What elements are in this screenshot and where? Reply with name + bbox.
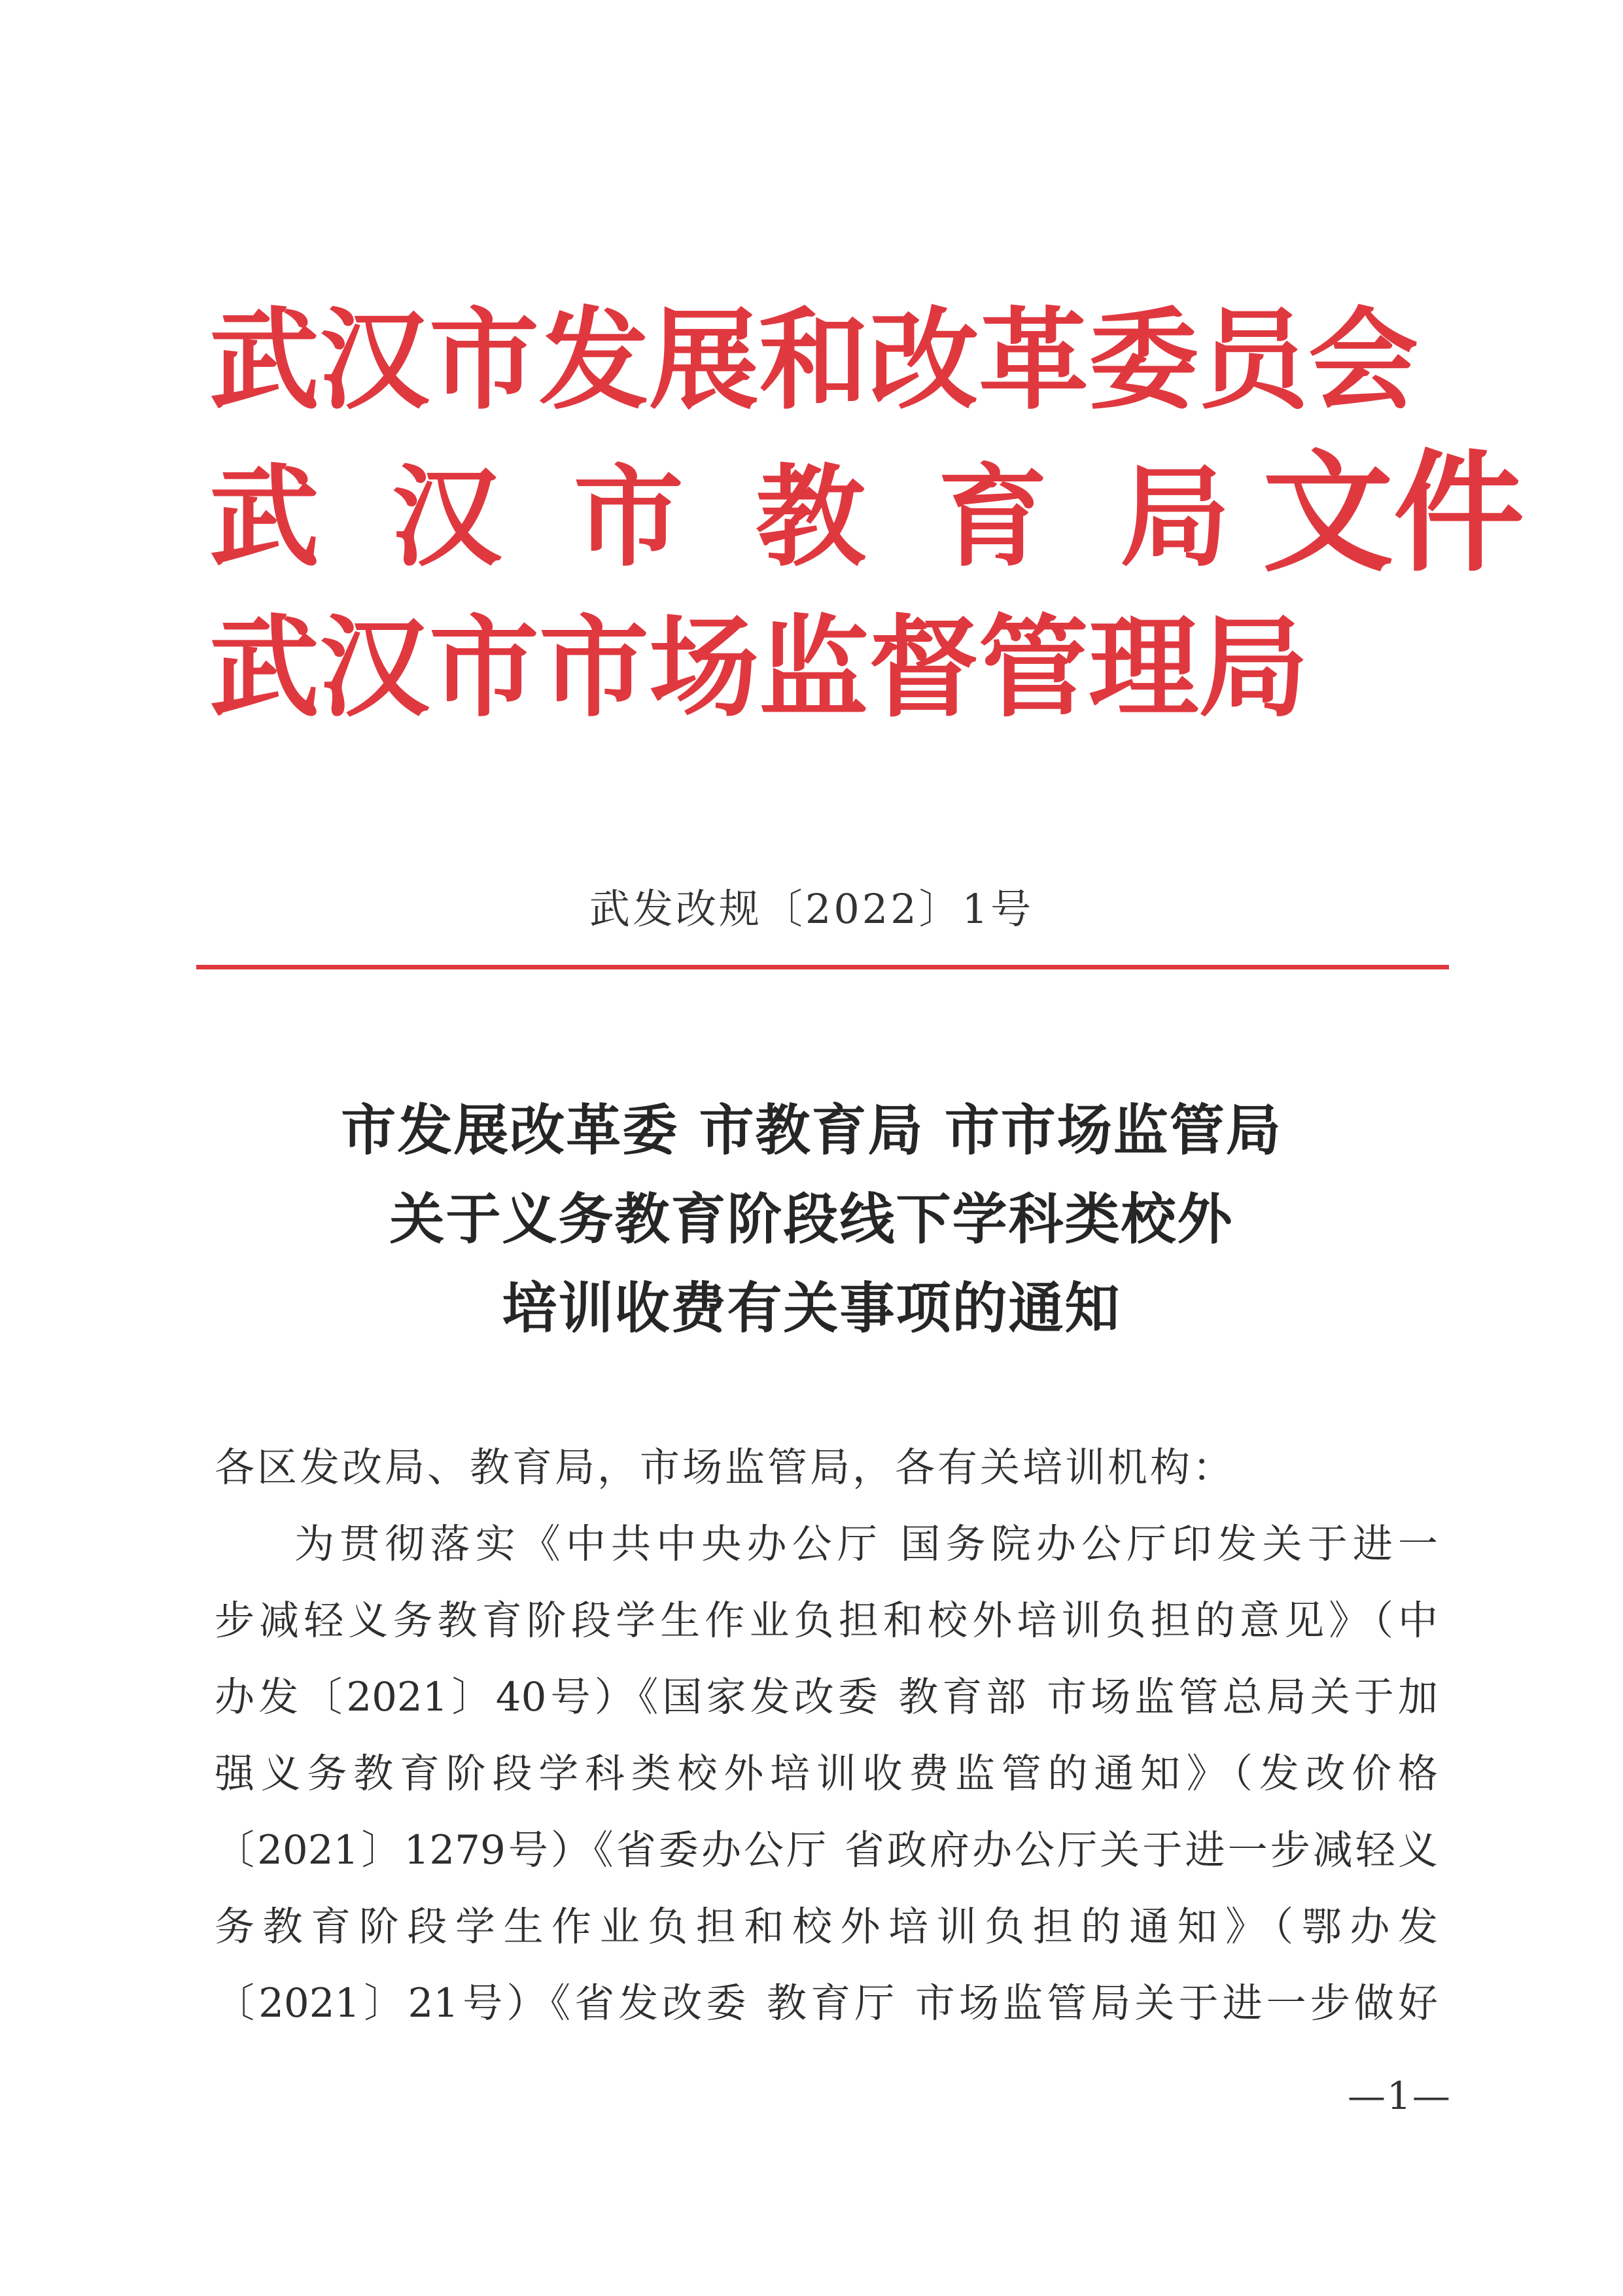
body-line: 为贯彻落实《中共中央办公厅 国务院办公厅印发关于进一 [294,1521,1438,1567]
body-line: 强义务教育阶段学科类校外培训收费监管的通知》（发改价格 [215,1750,1438,1797]
body-line: 〔2021〕21号）《省发改委 教育厅 市场监管局关于进一步做好 [215,1980,1438,2026]
masthead-suffix-document: 文 件 [1263,436,1525,590]
page-number: —1— [1348,2074,1452,2118]
title-line-2: 关于义务教育阶段线下学科类校外 [389,1187,1234,1251]
body-line: 务教育阶段学生作业负担和校外培训负担的通知》（鄂办发 [215,1904,1438,1950]
document-title [0,1086,1623,1353]
body-line: 〔2021〕1279号）《省委办公厅 省政府办公厅关于进一步减轻义 [215,1827,1438,1873]
masthead-line-market-supervision-bureau: 武 汉 市 市 场 监 督 管 理 局 [209,602,1308,732]
title-line-1: 市发展改革委 市教育局 市市场监管局 [341,1098,1282,1162]
title-line-3: 培训收费有关事项的通知 [502,1276,1121,1340]
body-line: 步减轻义务教育阶段学生作业负担和校外培训负担的意见》（中 [215,1597,1438,1644]
red-separator-line [196,965,1449,969]
salutation: 各区发改局、教育局，市场监管局，各有关培训机构： [215,1444,1236,1491]
body-line: 办发〔2021〕40号）《国家发改委 教育部 市场监管总局关于加 [215,1674,1438,1720]
document-number: 武发改规〔2022〕1号 [589,885,1034,933]
red-masthead [209,295,1525,756]
masthead-line-education-bureau: 武 汉 市 教 育 局 [209,452,1230,582]
masthead-line-development-reform-commission: 武 汉 市 发 展 和 改 革 委 员 会 [209,295,1418,425]
document-body [215,1429,1438,2042]
